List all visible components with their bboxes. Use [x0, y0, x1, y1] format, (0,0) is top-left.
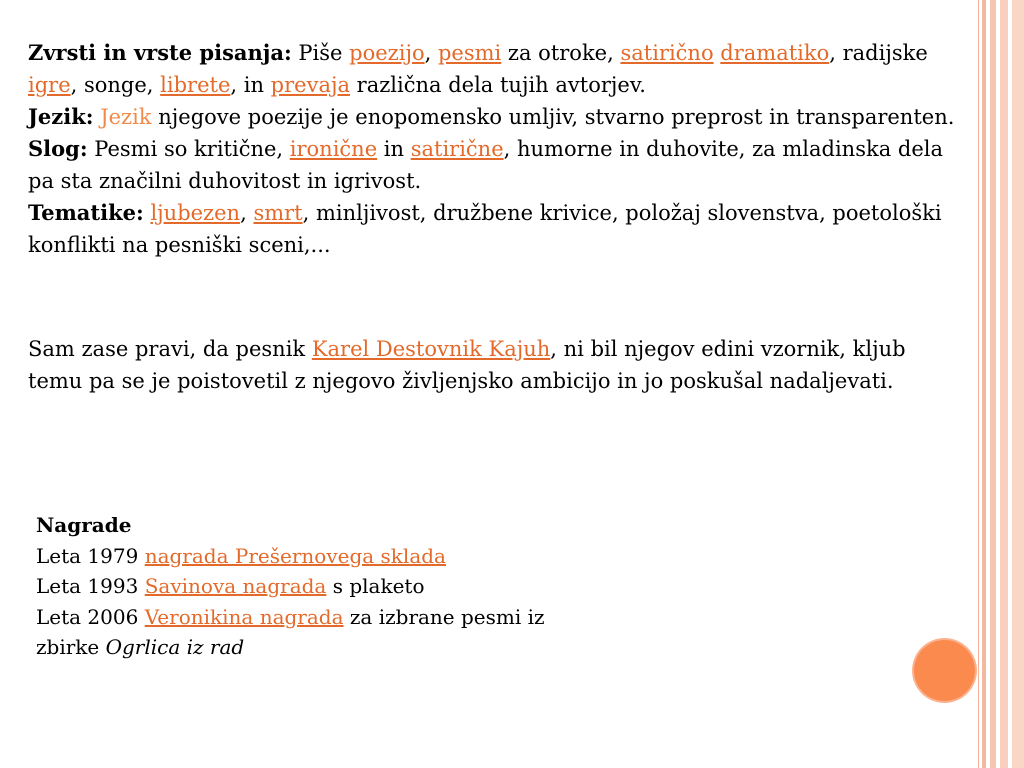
text: , songe, [70, 73, 161, 97]
language-paragraph [28, 101, 958, 133]
decorative-circle [914, 640, 975, 701]
text: , humorne in duhovite, za mladinska dela pa sta značilni duhovitost in igrivost. [28, 137, 944, 193]
text: , minljivost, družbene krivice, položaj slovenstva, poetološki konflikti na pesniški sceni,... [28, 201, 942, 257]
quote-block [28, 333, 958, 397]
link-karel-destovnik-kajuh[interactable]: Karel Destovnik Kajuh [311, 337, 551, 361]
text: Piše [291, 41, 350, 65]
genres-paragraph [28, 37, 958, 101]
link-ironicne[interactable]: ironične [289, 137, 378, 161]
link-igre[interactable]: igre [28, 73, 71, 97]
text: , [240, 201, 254, 225]
text: njegove poezije je enopomensko umljiv, stvarno preprost in transparenten. [151, 105, 955, 129]
language-heading: Jezik: [28, 104, 94, 129]
award-item [36, 541, 556, 572]
quote-paragraph [28, 333, 958, 397]
award-year: Leta 2006 [36, 604, 145, 629]
award-year: Leta 1993 [36, 574, 145, 598]
award-item [36, 571, 556, 602]
link-satiricno[interactable]: satirično [620, 41, 714, 65]
style-heading: Slog: [28, 136, 88, 161]
link-satiricne[interactable]: satirične [410, 137, 504, 161]
text: različna dela tujih avtorjev. [350, 73, 646, 97]
link-librete[interactable]: librete [160, 73, 231, 97]
text: za izbrane pesmi iz zbirke [36, 604, 545, 659]
decorative-stripe [1000, 0, 1008, 768]
link-savinova-nagrada[interactable]: Savinova nagrada [144, 574, 327, 598]
style-paragraph [28, 133, 958, 197]
genres-heading: Zvrsti in vrste pisanja: [28, 40, 292, 65]
link-smrt[interactable]: smrt [253, 201, 303, 225]
link-prevaja[interactable]: prevaja [270, 73, 350, 97]
text: za otroke, [501, 41, 621, 65]
text: , ni bil njegov edini vzornik, kljub temu pa se je poistovetil z njegovo življenjsko ambicijo in jo poskušal nadaljevati. [28, 337, 906, 393]
text: Pesmi so kritične, [87, 137, 290, 161]
decorative-stripe [990, 0, 996, 768]
text: Sam zase pravi, da pesnik [28, 337, 312, 361]
link-poezijo[interactable]: poezijo [349, 41, 425, 65]
link-dramatiko[interactable]: dramatiko [720, 41, 830, 65]
collection-title: Ogrlica iz rad [105, 635, 245, 659]
link-nagrada-presernovega-sklada[interactable]: nagrada Prešernovega sklada [144, 543, 446, 568]
awards-heading: Nagrade [36, 513, 132, 537]
text: s plaketo [326, 574, 425, 598]
text: , radijske [829, 41, 928, 65]
award-item [36, 602, 556, 663]
themes-heading: Tematike: [28, 200, 144, 225]
award-year: Leta 1979 [36, 543, 145, 568]
link-veronikina-nagrada[interactable]: Veronikina nagrada [144, 604, 344, 629]
awards-block [36, 510, 556, 663]
link-ljubezen[interactable]: ljubezen [150, 201, 241, 225]
main-text-block [28, 37, 958, 261]
text: in [377, 137, 411, 161]
decorative-stripe [982, 0, 986, 768]
text: , in [230, 73, 271, 97]
themes-paragraph [28, 197, 958, 261]
link-pesmi[interactable]: pesmi [437, 41, 502, 65]
decorative-stripe [1012, 0, 1024, 768]
decorative-stripe [978, 0, 979, 768]
text: , [424, 41, 438, 65]
link-jezik[interactable]: Jezik [100, 105, 152, 129]
